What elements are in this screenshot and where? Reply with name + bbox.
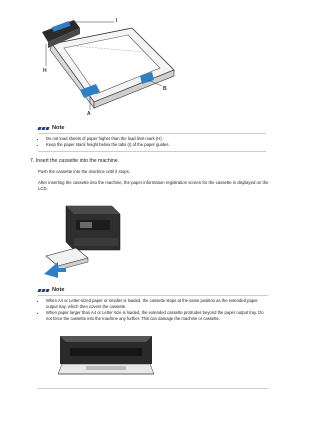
callout-h: H [43,68,47,74]
printer-figure [36,198,126,280]
step-7-title: 7. Insert the cassette into the machine. [30,158,120,164]
note-1-item: • Do not load sheets of paper higher than the load limit mark (H). [46,136,266,142]
note-1-list [38,136,266,148]
step-7-para-1: Push the cassette into the machine until it stops. [38,169,130,174]
note-1 [38,125,266,152]
callout-i: I [116,18,118,24]
output-tray-illustration [56,334,156,380]
note-icon [38,127,49,130]
note-1-rule-bottom [38,151,266,152]
note-2-item: • When A4 or Letter-sized paper or smaller is loaded, the cassette stops at the same position as the extended paper output tray, which then covers the cassette. [46,298,268,310]
printer-illustration [36,198,126,280]
note-2-rule-bottom [38,388,268,389]
callout-b: B [163,86,167,92]
cassette-figure [34,10,184,120]
note-2-rule [38,295,268,296]
note-2-list [38,298,268,322]
note-2-item: • When paper larger than A4 or Letter size is loaded, the extended cassette protrudes beyond the paper output tray. Do not force the cassette into the machine any further. This can damage the machine or cassette. [46,310,268,322]
output-tray-figure [56,334,156,380]
note-2-heading [38,287,268,293]
note-1-rule [38,133,266,134]
note-2-title: Note [52,287,65,293]
step-7-para-2: After inserting the cassette into the machine, the paper information registration screen for the cassette is displayed on the LCD. [38,180,269,192]
note-1-title: Note [52,125,65,131]
note-icon [38,289,49,292]
note-1-heading [38,125,266,131]
callout-a: A [87,111,91,117]
note-2 [38,287,268,322]
cassette-illustration [34,10,184,120]
note-1-item: • Keep the paper stack height below the tabs (I) of the paper guides. [46,142,266,148]
